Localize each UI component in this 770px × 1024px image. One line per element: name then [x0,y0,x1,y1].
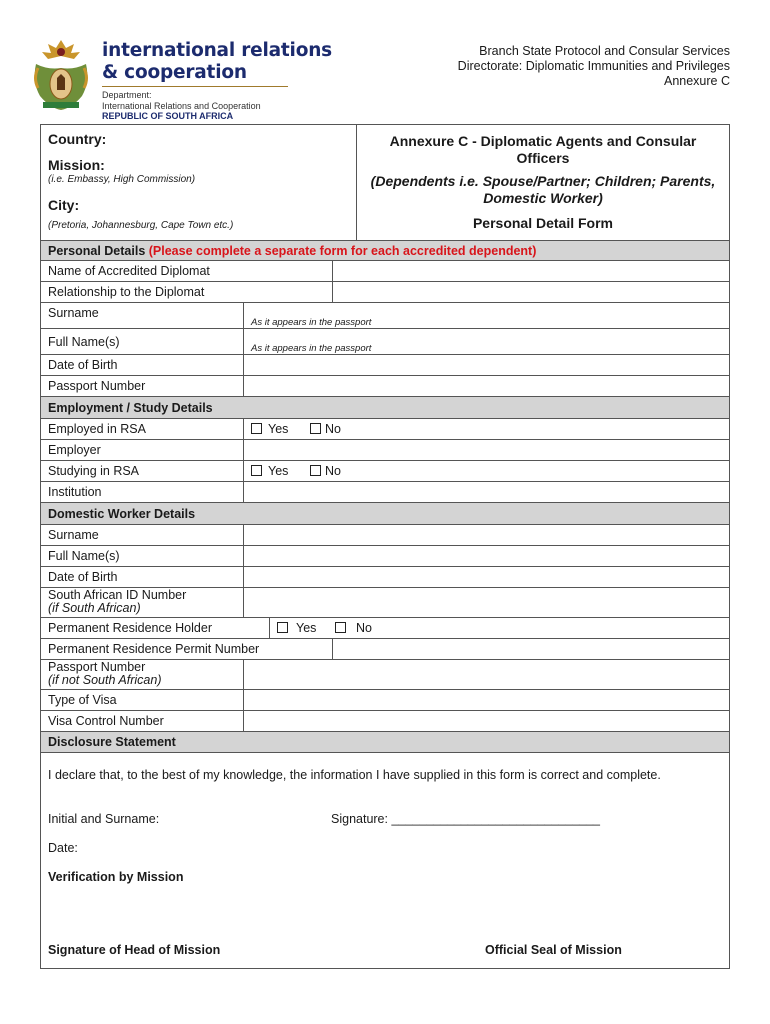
row-relationship [41,281,729,302]
row-dw-visa-type [41,689,729,710]
org-name-line2: & cooperation [102,62,247,83]
date-label: Date: [48,841,78,855]
checkbox-no[interactable] [310,465,321,476]
option-yes[interactable]: Yes [251,419,288,439]
field-label: Date of Birth [48,570,118,584]
form-subtitle: (Dependents i.e. Spouse/Partner; Children; Parents, Domestic Worker) [370,173,716,206]
field-label: Visa Control Number [48,714,164,728]
section-heading: Employment / Study Details [48,401,213,415]
annexure-line: Annexure C [663,74,730,88]
row-dw-visa-control [41,710,729,731]
row-dw-passport [41,659,729,689]
field-label: South African ID Number (if South African) [48,588,187,615]
row-studying-rsa [41,460,729,481]
mission-info-block [41,125,357,240]
row-dw-date-of-birth [41,566,729,587]
field-label: Employer [48,443,101,457]
section-personal-details [41,240,729,260]
branch-line: Branch State Protocol and Consular Services [479,44,730,58]
row-dw-surname [41,524,729,545]
org-name-line1: international relations [102,40,332,61]
directorate-line: Directorate: Diplomatic Immunities and Privileges [457,59,730,73]
option-no[interactable]: No [310,461,341,481]
option-yes[interactable]: Yes [251,461,288,481]
head-of-mission-signature-label: Signature of Head of Mission [48,943,221,957]
row-employer [41,439,729,460]
coat-of-arms-logo [30,38,92,112]
field-label: Surname [48,528,99,542]
field-label: Name of Accredited Diplomat [48,264,210,278]
personal-detail-form [40,124,730,969]
checkbox-yes[interactable] [277,622,288,633]
row-full-names [41,328,729,354]
section-domestic-worker [41,502,729,524]
field-label: Institution [48,485,102,499]
verification-heading: Verification by Mission [48,870,184,884]
field-label: Employed in RSA [48,422,146,436]
section-employment [41,396,729,418]
field-label: Surname [48,306,99,320]
row-dw-perm-holder [41,617,729,638]
row-institution [41,481,729,502]
field-label: Relationship to the Diplomat [48,285,205,299]
country-label: Country: [48,131,107,147]
header-directorate [458,44,730,89]
city-hint: (Pretoria, Johannesburg, Cape Town etc.) [48,220,234,231]
section-heading: Domestic Worker Details [48,507,196,521]
signature-field[interactable]: Signature: ______________________________ [331,812,601,826]
field-label: Permanent Residence Holder [48,621,212,635]
row-passport-number [41,375,729,396]
checkbox-yes[interactable] [251,465,262,476]
field-label: Date of Birth [48,358,118,372]
field-label: Studying in RSA [48,464,140,478]
field-label: Full Name(s) [48,549,120,563]
dept-name: International Relations and Cooperation [102,100,261,111]
initial-surname-label: Initial and Surname: [48,812,160,826]
row-date-of-birth [41,354,729,375]
mission-label: Mission: [48,157,105,173]
option-yes[interactable]: Yes [277,618,316,638]
field-label: Full Name(s) [48,335,120,349]
declaration-text: I declare that, to the best of my knowledge, the information I have supplied in this form is correct and complete. [48,768,661,782]
field-label: Permanent Residence Permit Number [48,642,260,656]
city-label: City: [48,197,80,213]
section-note: (Please complete a separate form for each accredited dependent) [148,244,537,258]
passport-hint: As it appears in the passport [251,317,372,328]
field-label: Passport Number (if not South African) [48,660,162,687]
option-no[interactable]: No [335,618,372,638]
disclosure-body [41,752,729,968]
form-title-block [357,125,729,240]
option-no[interactable]: No [310,419,341,439]
row-accredited-diplomat [41,260,729,281]
section-heading: Personal Details [48,244,146,258]
checkbox-no[interactable] [310,423,321,434]
row-surname [41,302,729,328]
section-heading: Disclosure Statement [48,735,176,749]
checkbox-yes[interactable] [251,423,262,434]
section-disclosure [41,731,729,752]
dept-label: Department: [102,90,152,100]
mission-hint: (i.e. Embassy, High Commission) [48,174,196,185]
row-employed-rsa [41,418,729,439]
form-name: Personal Detail Form [472,215,614,231]
department-branding [102,40,332,122]
row-dw-full-names [41,545,729,566]
field-label: Type of Visa [48,693,117,707]
checkbox-no[interactable] [335,622,346,633]
org-divider [102,86,288,87]
field-label: Passport Number [48,379,146,393]
country-name: REPUBLIC OF SOUTH AFRICA [102,111,234,121]
row-dw-sa-id [41,587,729,617]
form-title: Annexure C - Diplomatic Agents and Consular Officers [389,133,697,166]
official-seal-label: Official Seal of Mission [485,943,622,957]
row-dw-perm-permit [41,638,729,659]
passport-hint: As it appears in the passport [251,343,372,354]
